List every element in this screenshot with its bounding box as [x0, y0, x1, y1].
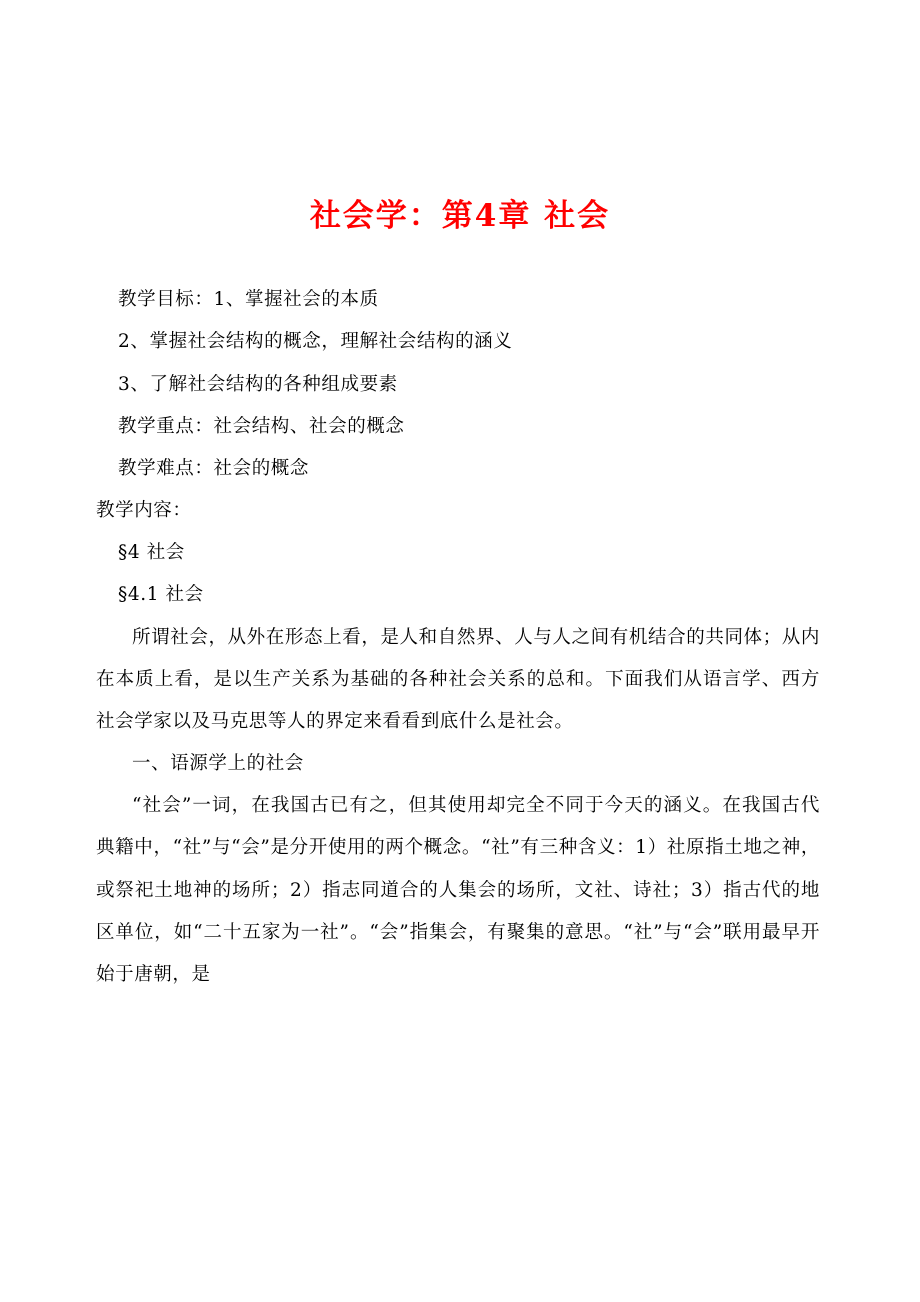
- paragraph: 教学重点：社会结构、社会的概念: [118, 415, 405, 437]
- document-body: [0, 279, 920, 996]
- paragraph: 一、语源学上的社会: [132, 753, 304, 775]
- paragraph: 所谓社会，从外在形态上看，是人和自然界、人与人之间有机结合的共同体；从内在本质上看，是以生产关系为基础的各种社会关系的总和。下面我们从语言学、西方社会学家以及马克思等人的界定来看看到底什么是社会。: [96, 626, 820, 732]
- section-heading: §4 社会: [118, 542, 185, 564]
- paragraph: 教学目标：1、掌握社会的本质: [118, 289, 379, 311]
- paragraph: 教学内容：: [96, 500, 192, 522]
- section-heading: §4.1 社会: [118, 584, 204, 606]
- paragraph: 3、了解社会结构的各种组成要素: [118, 373, 398, 395]
- paragraph: 2、掌握社会结构的概念，理解社会结构的涵义: [118, 331, 513, 353]
- paragraph: “社会”一词，在我国古已有之，但其使用却完全不同于今天的涵义。在我国古代典籍中，“社”与“会”是分开使用的两个概念。“社”有三种含义：1）社原指土地之神，或祭祀土地神的场所；2）指志同道合的人集会的场所，文社、诗社；3）指古代的地区单位，如“二十五家为一社”。“会”指集会，有聚集的意思。“社”与“会”联用最早开始于唐朝，是: [96, 795, 820, 985]
- paragraph: 教学难点：社会的概念: [118, 457, 310, 479]
- page-title: 社会学：第4章 社会: [309, 198, 611, 234]
